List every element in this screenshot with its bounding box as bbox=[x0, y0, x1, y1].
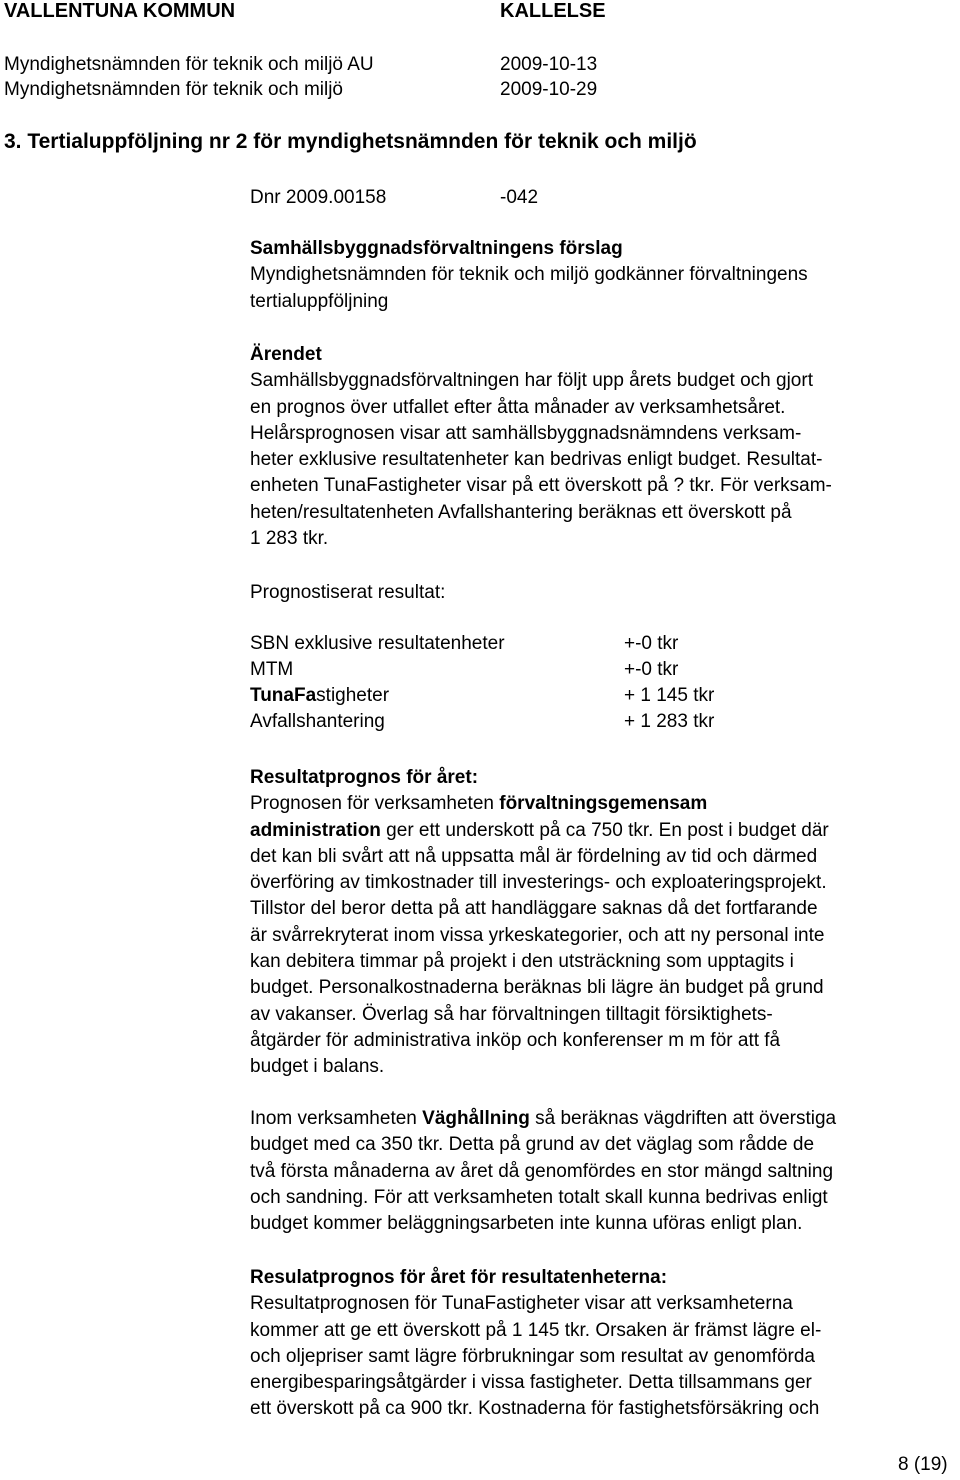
resultat-line: åtgärder för administrativa inköp och konferenser m m för att få bbox=[250, 1029, 781, 1051]
arendet-line: Helårsprognosen visar att samhällsbyggnadsnämndens verksam- bbox=[250, 422, 802, 444]
resultat-line: kan debitera timmar på projekt i den utsträckning som upptagits i bbox=[250, 951, 794, 973]
prognos-row-value: +-0 tkr bbox=[624, 659, 679, 680]
arendet-line: Samhällsbyggnadsförvaltningen har följt upp årets budget och gjort bbox=[250, 370, 813, 392]
resultat-line: överföring av timkostnader till investerings- och exploateringsprojekt. bbox=[250, 872, 827, 894]
vaghallning-line: budget med ca 350 tkr. Detta på grund av det väglag som rådde de bbox=[250, 1134, 815, 1156]
resultatenheter-line: Resultatprognosen för TunaFastigheter visar att verksamheterna bbox=[250, 1293, 793, 1315]
stigheter-part: stigheter bbox=[316, 685, 390, 706]
proposal-section bbox=[250, 236, 808, 315]
resultatenheter-line: energibesparingsåtgärder i vissa fastigheter. Detta tillsammans ger bbox=[250, 1372, 812, 1394]
vaghallning-emphasis: Väghållning bbox=[422, 1108, 530, 1129]
meeting-date: 2009-10-29 bbox=[500, 79, 598, 100]
page-number: 8 (19) bbox=[898, 1454, 948, 1475]
prognos-row-value: +-0 tkr bbox=[624, 633, 679, 654]
resultatenheter-heading: Resulatprognos för året för resultatenheterna: bbox=[250, 1267, 668, 1288]
arendet-line: enheten TunaFastigheter visar på ett överskott på ? tkr. För verksam- bbox=[250, 475, 832, 497]
prognos-row-name: MTM bbox=[250, 659, 294, 680]
arendet-line: 1 283 tkr. bbox=[250, 528, 329, 550]
prognos-row-name bbox=[250, 685, 389, 707]
proposal-heading: Samhällsbyggnadsförvaltningens förslag bbox=[250, 238, 623, 259]
resultat-text: ger ett underskott på ca 750 tkr. En post i budget där bbox=[380, 819, 829, 841]
tuna-bold-part: Tuna bbox=[250, 685, 294, 706]
date-au: 2009-10-13 bbox=[500, 54, 598, 75]
prognos-label: Prognostiserat resultat: bbox=[250, 582, 446, 603]
resultat-line bbox=[250, 818, 829, 844]
resultat-line: budget i balans. bbox=[250, 1056, 385, 1078]
vaghallning-line bbox=[250, 1106, 836, 1132]
prognos-row-value: + 1 145 tkr bbox=[624, 685, 715, 706]
resultatenheter-line: ett överskott på ca 900 tkr. Kostnaderna för fastighetsförsäkring och bbox=[250, 1398, 820, 1420]
page-title: 3. Tertialuppföljning nr 2 för myndighetsnämnden för teknik och miljö bbox=[4, 130, 697, 153]
org-name: VALLENTUNA KOMMUN bbox=[4, 0, 236, 22]
resultat-line: Tillstor del beror detta på att handläggare saknas då det fortfarande bbox=[250, 898, 818, 920]
resultat-line bbox=[250, 791, 829, 817]
doc-type: KALLELSE bbox=[500, 0, 606, 22]
vaghallning-line: två första månaderna av året då genomfördes en stor mängd saltning bbox=[250, 1160, 834, 1182]
vaghallning-text: Inom verksamheten bbox=[250, 1108, 423, 1129]
vaghallning-line: och sandning. För att verksamheten totalt skall kunna bedrivas enligt bbox=[250, 1186, 828, 1208]
vaghallning-section bbox=[250, 1106, 836, 1237]
prognos-row-name: SBN exklusive resultatenheter bbox=[250, 633, 505, 654]
resultat-line: det kan bli svårt att nå uppsatta mål är fördelning av tid och därmed bbox=[250, 845, 818, 867]
resultat-emphasis: administration bbox=[250, 819, 381, 841]
vaghallning-text: så beräknas vägdriften att överstiga bbox=[529, 1108, 837, 1129]
resultatenheter-line: och oljepriser samt lägre förbrukningar som resultat av genomförda bbox=[250, 1345, 815, 1367]
resultat-line: är svårrekryterat inom vissa yrkeskategorier, och att ny personal inte bbox=[250, 924, 825, 946]
dnr-code: -042 bbox=[500, 187, 539, 208]
board: Myndighetsnämnden för teknik och miljö bbox=[4, 79, 344, 100]
arendet-line: en prognos över utfallet efter åtta månader av verksamhetsåret. bbox=[250, 396, 786, 418]
proposal-line: tertialuppföljning bbox=[250, 290, 389, 312]
resultat-text: Prognosen för verksamheten bbox=[250, 793, 500, 815]
resultat-heading: Resultatprognos för året: bbox=[250, 767, 479, 788]
arendet-line: heter exklusive resultatenheter kan bedrivas enligt budget. Resultat- bbox=[250, 449, 823, 471]
proposal-line: Myndighetsnämnden för teknik och miljö godkänner förvaltningens bbox=[250, 264, 808, 286]
arendet-heading: Ärendet bbox=[250, 344, 322, 365]
resultat-line: av vakanser. Överlag så har förvaltningen tilltagit försiktighets- bbox=[250, 1003, 773, 1025]
dnr-label: Dnr 2009.00158 bbox=[250, 187, 387, 208]
vaghallning-line: budget kommer beläggningsarbeten inte kunna uföras enligt plan. bbox=[250, 1213, 803, 1235]
prognos-row-value: + 1 283 tkr bbox=[624, 711, 715, 732]
prognos-row-name: Avfallshantering bbox=[250, 711, 385, 732]
arendet-section bbox=[250, 342, 832, 552]
resultatenheter-line: kommer att ge ett överskott på 1 145 tkr. Orsaken är främst lägre el- bbox=[250, 1319, 822, 1341]
fa-bold-part: Fa bbox=[293, 685, 317, 706]
board-au: Myndighetsnämnden för teknik och miljö AU bbox=[4, 54, 374, 75]
resultatenheter-section bbox=[250, 1265, 821, 1423]
resultat-line: budget. Personalkostnaderna beräknas bli lägre än budget på grund bbox=[250, 977, 824, 999]
resultat-emphasis: förvaltningsgemensam bbox=[499, 793, 708, 815]
arendet-line: heten/resultatenheten Avfallshantering beräknas ett överskott på bbox=[250, 501, 792, 523]
resultat-section bbox=[250, 765, 829, 1081]
